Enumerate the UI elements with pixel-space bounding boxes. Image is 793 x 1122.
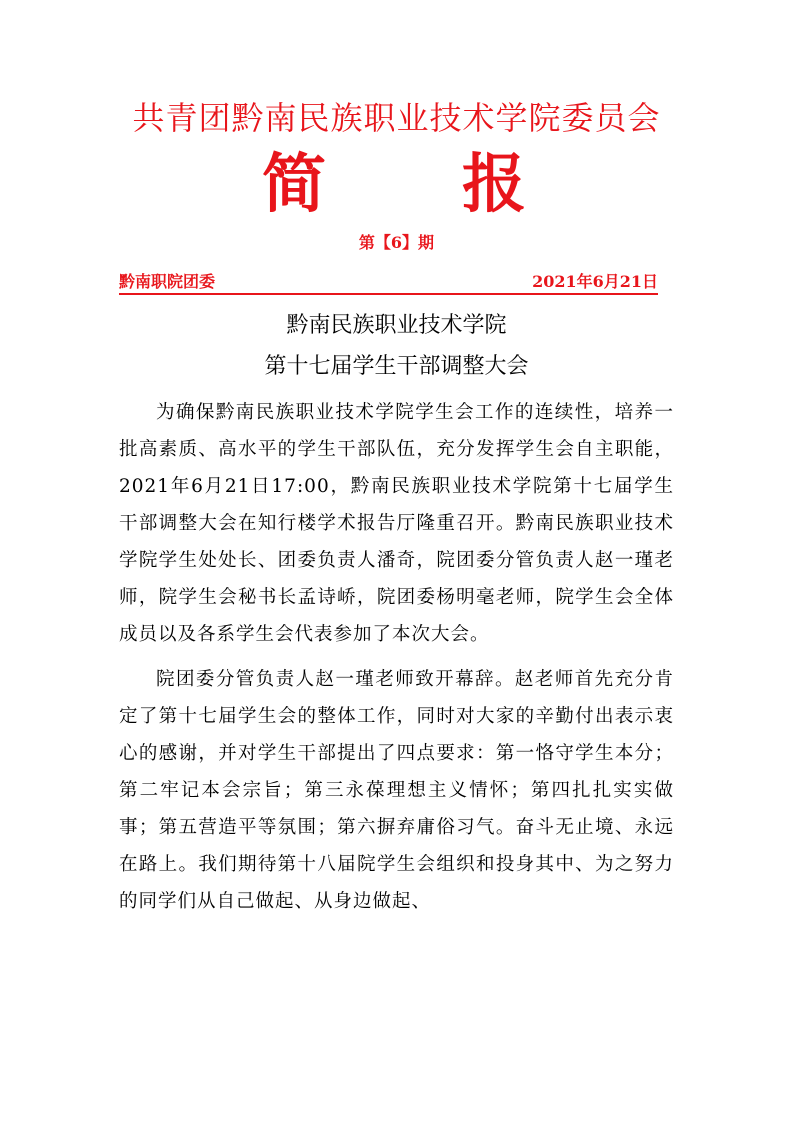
- bulletin-title-char-2: 报: [462, 147, 526, 222]
- paragraph: 院团委分管负责人赵一瑾老师致开幕辞。赵老师首先充分肯定了第十七届学生会的整体工作，同时对大家的辛勤付出表示衷心的感谢，并对学生干部提出了四点要求：第一恪守学生本分；第二牢记本会宗旨；第三永葆理想主义情怀；第四扎扎实实做事；第五营造平等氛围；第六摒弃庸俗习气。奋斗无止境、永远在路上。我们期待第十八届院学生会组织和投身其中、为之努力的同学们从自己做起、从身边做起、: [119, 669, 674, 912]
- issue-bar: [119, 268, 658, 294]
- sender-unit: 黔南职院团委: [119, 272, 216, 291]
- article-title-line-1: 黔南民族职业技术学院: [286, 313, 507, 338]
- article-body: [119, 394, 674, 920]
- article-title-line-2: 第十七届学生干部调整大会: [264, 354, 529, 379]
- issue-date: 2021年6月21日: [532, 272, 658, 291]
- bulletin-title-char-1: 简: [262, 147, 326, 222]
- issue-number: 第【6】期: [358, 233, 435, 252]
- paragraph: 为确保黔南民族职业技术学院学生会工作的连续性，培养一批高素质、高水平的学生干部队伍，充分发挥学生会自主职能，2021年6月21日17:00，黔南民族职业技术学院第十七届学生干部调整大会在知行楼学术报告厅隆重召开。黔南民族职业技术学院学生处处长、团委负责人潘奇，院团委分管负责人赵一瑾老师，院学生会秘书长孟诗峤，院团委杨明毫老师，院学生会全体成员以及各系学生会代表参加了本次大会。: [119, 402, 674, 645]
- organization-title: 共青团黔南民族职业技术学院委员会: [132, 99, 661, 137]
- header-divider: [119, 293, 658, 295]
